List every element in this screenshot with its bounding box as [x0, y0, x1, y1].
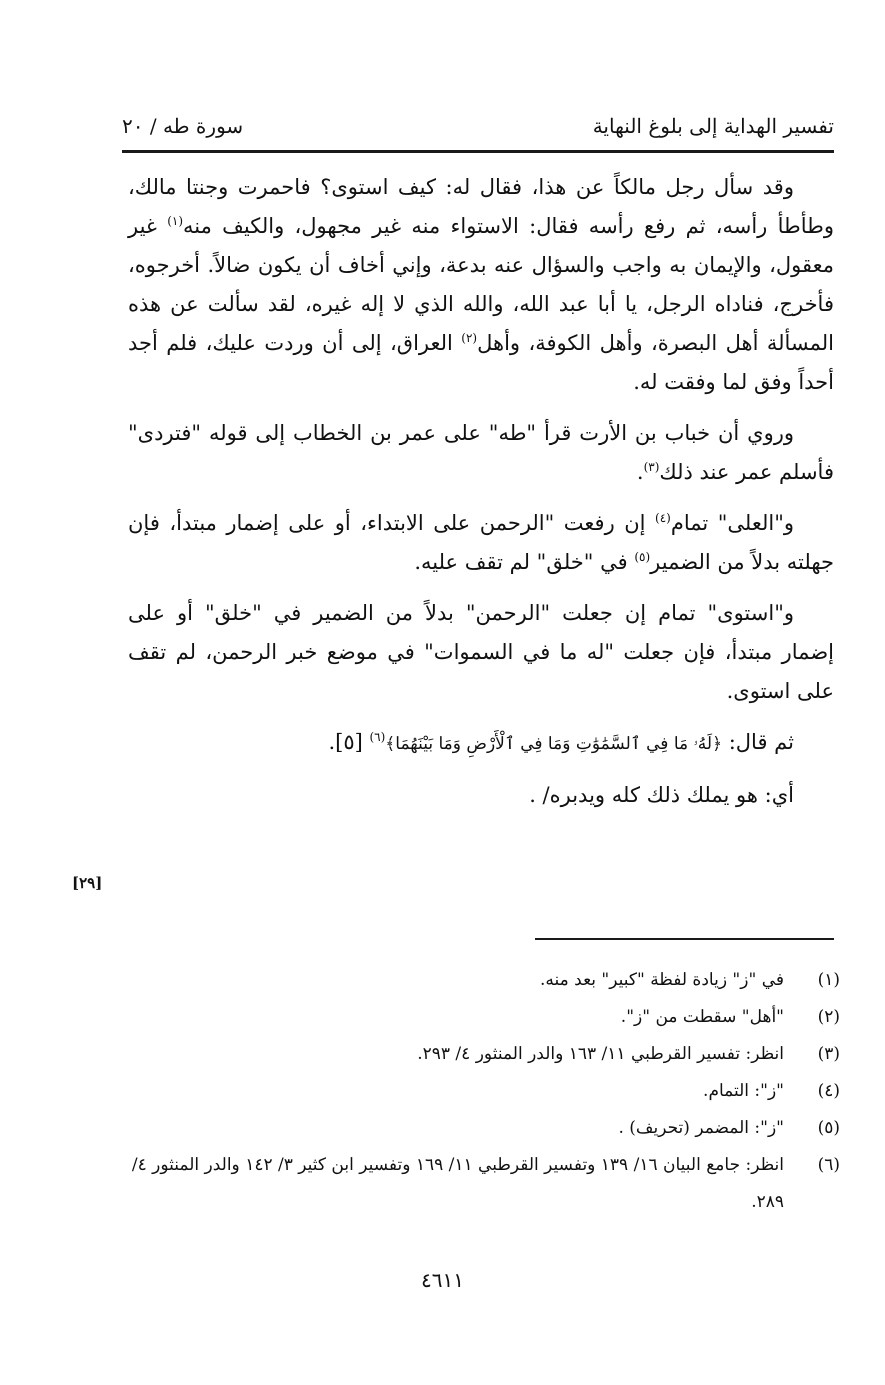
manuscript-folio-marker: [٢٩]: [72, 874, 103, 892]
footnote-item: [128, 999, 840, 1036]
footnote-item: [128, 1036, 840, 1073]
footnote-item: [128, 962, 840, 999]
footnote-number: (٢): [817, 1007, 840, 1027]
footnote-ref: (٤): [655, 511, 671, 525]
footnote-text: "أهل" سقطت من "ز".: [620, 1007, 784, 1027]
footnote-ref: (٣): [643, 460, 660, 474]
paragraph-text: و"العلى" تمام: [670, 511, 794, 535]
footnote-number: (٣): [817, 1044, 840, 1064]
footnote-item: [128, 1110, 840, 1147]
running-header: [122, 108, 834, 144]
footnote-text: في "ز" زيادة لفظة "كبير" بعد منه.: [540, 970, 784, 990]
paragraph-malik: [128, 168, 834, 402]
page-number: ٤٦١١: [421, 1268, 464, 1292]
main-text: [128, 168, 834, 827]
paragraph-explanation: [128, 776, 834, 815]
footnote-number: (٤): [817, 1081, 840, 1101]
paragraph-text: إن رفعت "الرحمن على الابتداء، أو على إضمار مبتدأ، فإن جهلته بدلاً من الضمير: [128, 511, 834, 574]
footnote-ref: (٥): [634, 550, 651, 564]
paragraph-text: وقد سأل رجل مالكاً عن هذا، فقال له: كيف استوى؟ فاحمرت وجنتا مالك، وطأطأ رأسه، ثم رفع رأسه فقال: الاستواء منه غير مجهول، والكيف منه: [128, 175, 834, 238]
book-title: تفسير الهداية إلى بلوغ النهاية: [592, 114, 834, 138]
footnote-number: (٦): [817, 1155, 840, 1175]
footnote-item: [128, 1073, 840, 1110]
paragraph-text: غير معقول، والإيمان به واجب والسؤال عنه بدعة، وإني أخاف أن يكون ضالاً. أخرجوه، فأخرج، فناداه الرجل، يا أبا عبد الله، والله الذي لا إله غيره، لقد سألت عن هذه المسألة أهل البصرة، وأهل الكوفة، وأهل: [128, 214, 834, 355]
paragraph-khabbab: [128, 414, 834, 492]
footnote-text: "ز": التمام.: [703, 1081, 784, 1101]
paragraph-verse: [128, 723, 834, 764]
footnote-divider: [535, 938, 834, 940]
footnotes: [128, 962, 840, 1221]
paragraph-text: العراق، إلى أن وردت عليك، فلم أجد أحداً وفق لما وفقت له.: [128, 331, 834, 394]
paragraph-text: في "خلق" لم تقف عليه.: [414, 550, 635, 574]
footnote-text: "ز": المضمر (تحريف) .: [618, 1118, 784, 1138]
footnote-number: (٥): [817, 1118, 840, 1138]
paragraph-text: ثم قال:: [722, 730, 794, 754]
paragraph-text: و"استوى" تمام إن جعلت "الرحمن" بدلاً من الضمير في "خلق" أو على إضمار مبتدأ، فإن جعلت "له ما في السموات" في موضع خبر الرحمن، لم تقف على استوى.: [128, 601, 834, 703]
footnote-number: (١): [817, 970, 840, 990]
footnote-text: انظر: تفسير القرطبي ١١/ ١٦٣ والدر المنثور ٤/ ٢٩٣.: [417, 1044, 784, 1064]
surah-reference: سورة طه / ٢٠: [122, 114, 244, 138]
footnote-item: [128, 1147, 840, 1221]
paragraph-text: .: [636, 460, 644, 484]
header-divider: [122, 150, 834, 153]
paragraph-text: أي: هو يملك ذلك كله ويدبره/ .: [529, 783, 794, 807]
paragraph-istawa: [128, 594, 834, 711]
paragraph-ula: [128, 504, 834, 582]
footnote-text: انظر: جامع البيان ١٦/ ١٣٩ وتفسير القرطبي ١١/ ١٦٩ وتفسير ابن كثير ٣/ ١٤٢ والدر المنثور ٤/ ٢٨٩.: [131, 1155, 784, 1212]
quran-verse: ﴿لَهُۥ مَا فِي ٱلسَّمَٰوَٰتِ وَمَا فِي ٱلْأَرْضِ وَمَا بَيْنَهُمَا﴾: [385, 734, 723, 754]
paragraph-text: وروي أن خباب بن الأرت قرأ "طه" على عمر بن الخطاب إلى قوله "فتردى" فأسلم عمر عند ذلك: [128, 421, 834, 484]
verse-number: [٥].: [328, 730, 370, 754]
footnote-ref: (٦): [369, 730, 386, 744]
footnote-ref: (٢): [461, 331, 478, 345]
footnote-ref: (١): [167, 214, 184, 228]
